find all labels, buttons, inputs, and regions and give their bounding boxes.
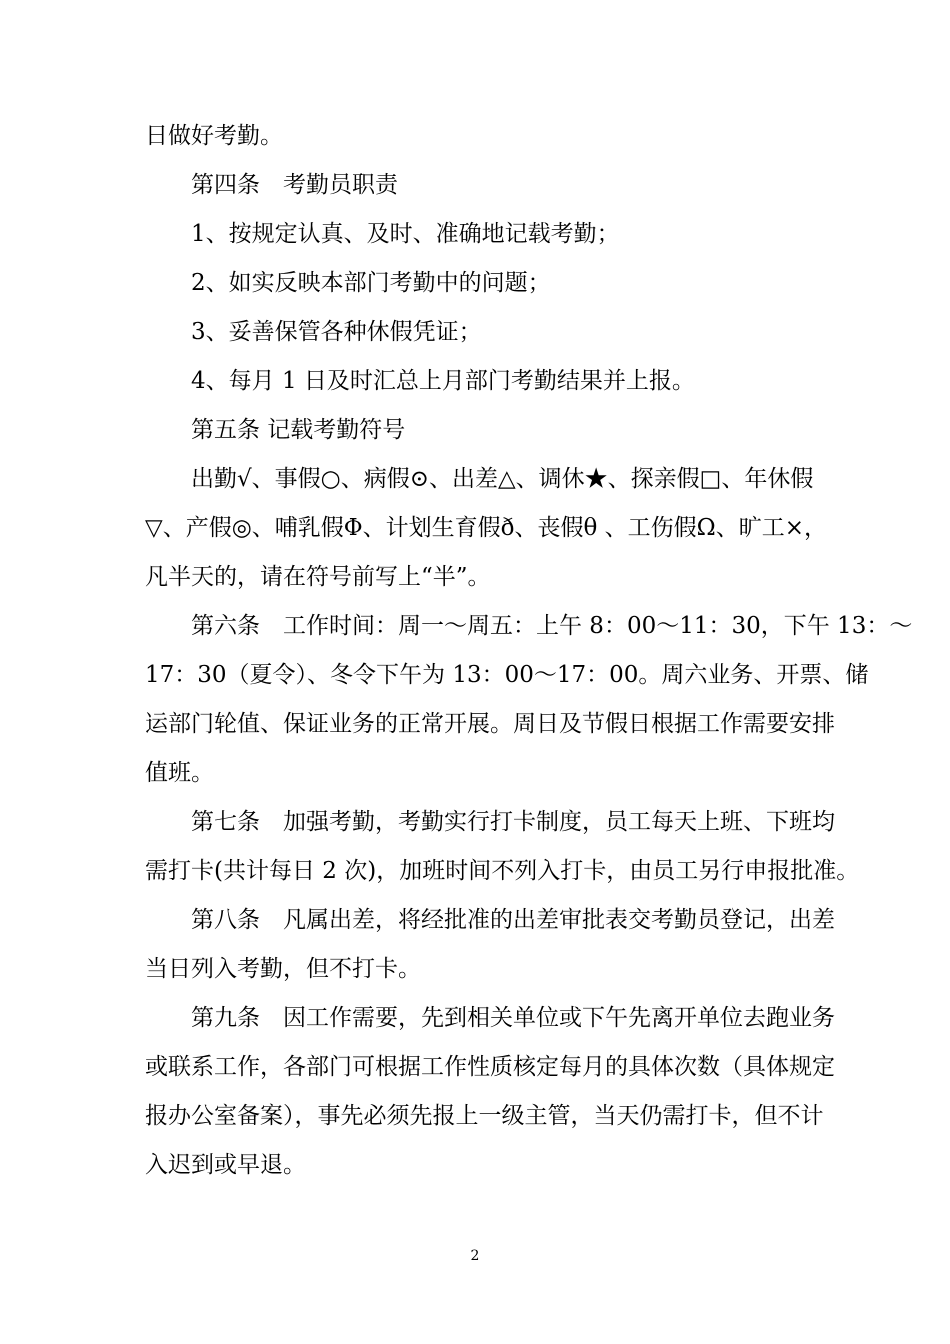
- text-line: 日做好考勤。: [145, 123, 283, 149]
- text-line: 第六条 工作时间：周一～周五：上午 8：00～11：30，下午 13：～: [191, 613, 913, 639]
- text-line: 需打卡(共计每日 2 次)，加班时间不列入打卡，由员工另行申报批准。: [145, 858, 860, 884]
- text-line: 凡半天的，请在符号前写上“半”。: [145, 564, 491, 590]
- text-line: 报办公室备案），事先必须先报上一级主管，当天仍需打卡，但不计: [145, 1103, 824, 1129]
- text-line: 第七条 加强考勤，考勤实行打卡制度，员工每天上班、下班均: [191, 809, 835, 835]
- list-item: 3、妥善保管各种休假凭证；: [191, 319, 482, 345]
- text-line: 第八条 凡属出差，将经批准的出差审批表交考勤员登记，出差: [191, 907, 835, 933]
- text-line: 入迟到或早退。: [145, 1152, 306, 1178]
- document-body: [145, 112, 913, 1190]
- text-line: 值班。: [145, 760, 214, 786]
- list-item: 2、如实反映本部门考勤中的问题；: [191, 270, 551, 296]
- text-line: ▽、产假◎、哺乳假Φ、计划生育假ð、丧假θ 、工伤假Ω、旷工×，: [145, 515, 827, 541]
- text-line: 出勤√、事假○、病假⊙、出差△、调休★、探亲假□、年休假: [191, 466, 814, 492]
- text-line: 17：30（夏令）、冬令下午为 13：00～17：00。周六业务、开票、储: [145, 662, 869, 688]
- text-line: 第九条 因工作需要，先到相关单位或下午先离开单位去跑业务: [191, 1005, 835, 1031]
- page-number: 2: [470, 1248, 480, 1264]
- article-heading: 第五条 记载考勤符号: [191, 417, 406, 443]
- text-line: 当日列入考勤，但不打卡。: [145, 956, 421, 982]
- text-line: 或联系工作，各部门可根据工作性质核定每月的具体次数（具体规定: [145, 1054, 835, 1080]
- list-item: 4、每月 1 日及时汇总上月部门考勤结果并上报。: [191, 368, 695, 394]
- text-line: 运部门轮值、保证业务的正常开展。周日及节假日根据工作需要安排: [145, 711, 835, 737]
- article-heading: 第四条 考勤员职责: [191, 172, 398, 198]
- list-item: 1、按规定认真、及时、准确地记载考勤；: [191, 221, 620, 247]
